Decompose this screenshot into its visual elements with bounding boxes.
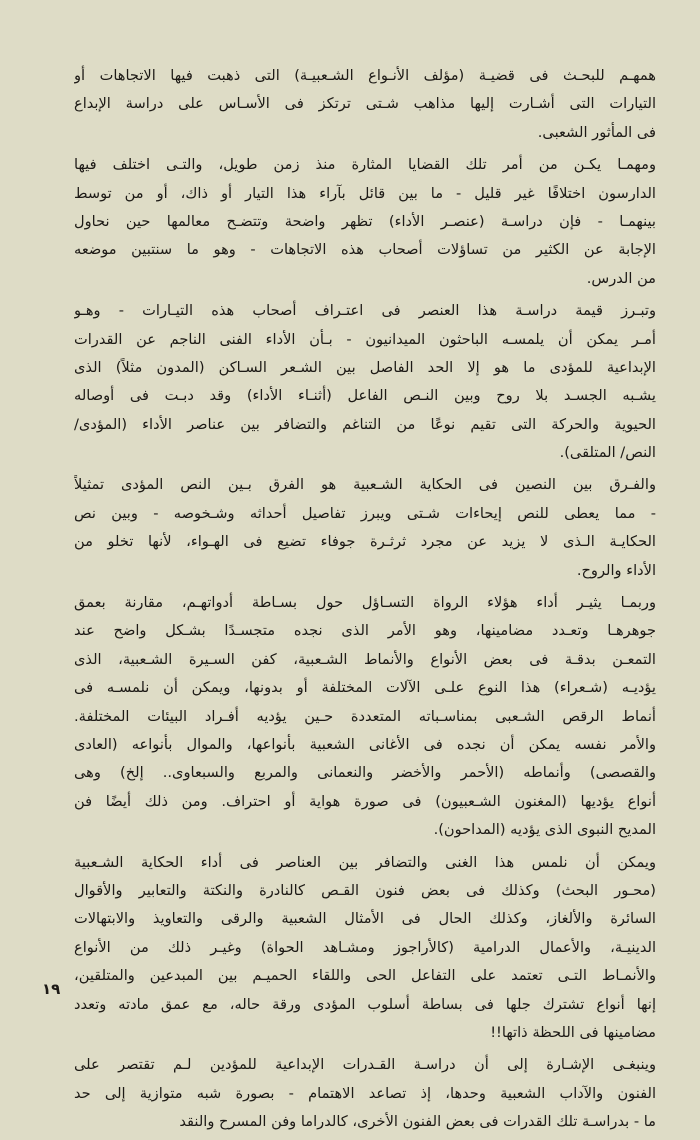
text-line: التمعـن بدقـة فى بعض الأنواع والأنماط الشـعبية، كفن السـيرة الشـعبية، الذى [74,650,656,668]
text-line: السائرة والألغاز، وكذلك الحال فى الأمثال الشعبية والرقى والتعاويذ والابتهالات [74,910,656,928]
text-line: والأمر نفسه يمكن أن نجده فى الأغانى الشعبية بأنواعها، والموال بأنواعه (العادى [74,735,656,753]
paragraph [74,151,656,293]
text-line: النص/ المتلقى). [559,444,656,462]
text-line: وينبغـى الإشـارة إلى أن دراسـة القـدرات الإبداعية للمؤدين لـم تقتصر على [74,1056,656,1074]
text-line: التيارات التى أشـارت إليها مذاهب شـتى ترتكز فى الأسـاس على دراسة الإبداع [74,95,656,113]
text-line: فى المأثور الشعبى. [537,123,656,141]
text-line: الحكايـة الـذى لا يزيد عن مجرد ثرثـرة جوفاء تضيع فى الهـواء، لأنها تخلو من [74,533,656,551]
text-line: أنماط الرقص الشـعبى بمناسـباته المتعددة حـين يؤديه أفـراد البيئات المختلفة. [74,707,656,725]
text-line: الإجابة عن الكثير من تساؤلات أصحاب هذه الاتجاهات - وهو ما سنتبين موضعه [74,241,656,259]
text-line: المديح النبوى الذى يؤديه (المداحون). [433,821,656,839]
text-line: وربمـا يثيـر أداء هؤلاء الرواة التسـاؤل حول بسـاطة أدواتهـم، مقارنة بعمق [74,594,656,612]
text-line: مضامينها فى اللحظة ذاتها!! [490,1023,656,1041]
text-line: وتبـرز قيمة دراسـة هذا العنصر فى اعتـراف أصحاب هذه التيـارات - وهـو [74,302,656,320]
text-line: همهـم للبحـث فى قضيـة (مؤلف الأنـواع الشـعبيـة) التى ذهبت فيها الاتجاهات أو [74,67,656,84]
text-line: الإبداعية للمؤدى ما هو إلا الحد الفاصل بين الشـعر السـاكن (المدون مثلاً) الذى [74,358,656,376]
text-line: ويمكن أن نلمس هذا الغنى والتضافر بين العناصر فى أداء الحكاية الشـعبية [74,853,656,871]
paragraph [74,62,656,147]
text-line: الدارسون اختلافًا غير قليل - ما بين قائل بآراء هذا التيار أو ذاك، أو من توسط [74,184,656,202]
text-line: (محـور البحث) وكذلك فى بعض فنون القـص كالنادرة والنكتة والتعابير والأقوال [74,881,656,899]
paragraph [74,1051,656,1136]
text-line: الحيوية والحركة التى تقيم نوعًا من التناغم والتضافر بين عناصر الأداء (المؤدى/ [74,415,656,433]
text-line: إنها أنواع تشترك جلها فى بساطة أسلوب المؤدى ورقة حاله، مع عمق مادته وتعدد [74,995,656,1013]
body-text [74,62,656,1140]
text-line: - مما يعطى للنص إيحاءات شـتى ويبرز تفاصيل أحداثه وشـخوصه - وبين نص [74,504,656,522]
text-line: أمـر يمكن أن يلمسـه الباحثون الميدانيون - بـأن الأداء الفنى الناجم عن القدرات [74,330,656,348]
text-line: يؤديـه (شـعراء) هذا النوع علـى الآلات المختلفة أو بدونها، ويمكن أن نلمسـه فى [74,679,656,697]
text-line: الفنون والآداب الشعبية وحدها، إذ تصاعد الاهتمام - بصورة شبه متوازية إلى حد [74,1084,656,1102]
text-line: الدينيـة، والأعمال الدرامية (كالأراجوز ومشـاهد الحواة) وغيـر ذلك من الأنواع [74,938,656,956]
text-line: ومهمـا يكـن من أمر تلك القضايا المثارة منذ زمن طويل، والتـى اختلف فيها [74,156,656,174]
text-line: بينهمـا - فإن دراسـة (عنصـر الأداء) تظهر واضحة وتتضـح معالمها حين نحاول [74,212,656,230]
text-line: جوهرهـا وتعـدد مضامينها، وهو الأمر الذى نجده متجسـدًا بشـكل واضح عند [74,622,656,640]
page-number: ١٩ [42,980,61,998]
text-line: والقصصى) وأنماطه (الأحمر والأخضر والنعمانى والمربع والسبعاوى.. إلخ) وهى [74,764,656,782]
text-line: يشـبه الجسـد بلا روح وبين النـص الفاعل (أثنـاء الأداء) وقد دبـت فى أوصاله [74,387,656,405]
text-line: ما - بدراسـة تلك القدرات فى بعض الفنون الأخرى، كالدراما وفن المسرح والنقد [179,1113,656,1131]
text-line: الأداء والروح. [576,561,656,579]
paragraph [74,589,656,845]
paragraph [74,471,656,585]
paragraph [74,849,656,1048]
text-line: والأنمـاط التـى تعتمد على التفاعل الحى واللقاء الحميـم بين المبدعين والمتلقين، [74,967,656,985]
text-line: أنواع يؤديها (المغنون الشـعبيون) فى صورة هواية أو احتراف. ومن ذلك أيضًا فن [74,792,656,810]
paragraph [74,297,656,467]
text-line: من الدرس. [586,269,656,287]
text-line: والفـرق بين النصين فى الحكاية الشـعبية هو الفرق بـين النص المؤدى تمثيلاً [74,476,656,494]
